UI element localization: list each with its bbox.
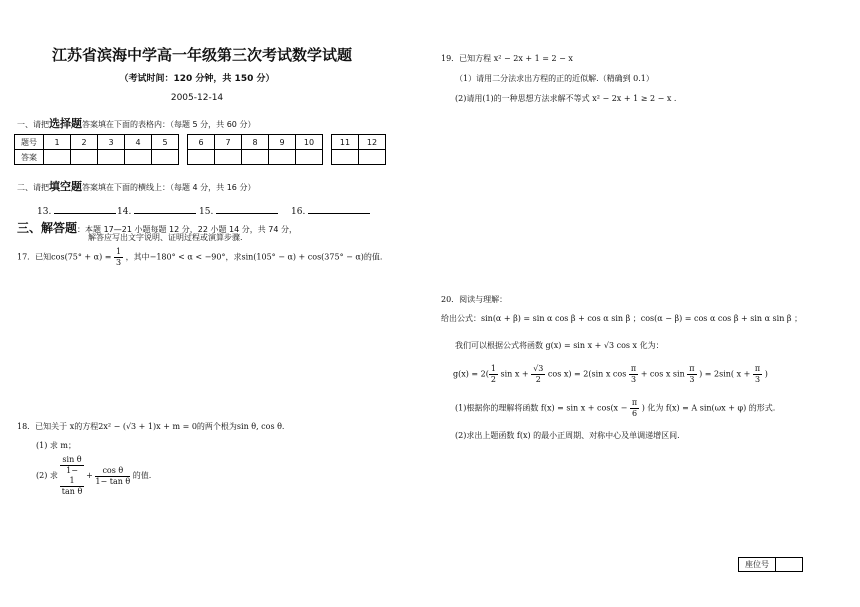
- derivation-text: ) = 2sin( x +: [699, 369, 751, 379]
- fraction: [489, 364, 498, 385]
- derivation-text: g(x) = 2(: [453, 369, 489, 379]
- denominator: 2: [535, 375, 541, 384]
- numerator: √3: [533, 364, 544, 373]
- answer-cell[interactable]: [71, 150, 98, 165]
- answer-cell[interactable]: [242, 150, 269, 165]
- table-cell: 3: [98, 135, 125, 150]
- q18-part2: [36, 455, 151, 497]
- blank-line[interactable]: [54, 205, 116, 214]
- row-label: 题号: [15, 135, 44, 150]
- answer-cell[interactable]: [188, 150, 215, 165]
- section2-suffix: 答案填在下面的横线上：（每题 4 分，共 16 分）: [82, 183, 256, 192]
- q20-derivation: [453, 364, 768, 385]
- question-19: 19．已知方程 x² − 2x + 1 = 2 − x: [441, 54, 573, 63]
- table-cell: 10: [296, 135, 323, 150]
- blank-line[interactable]: [308, 205, 370, 214]
- section3-note: 解答应写出文字说明、证明过程或演算步骤.: [88, 233, 243, 242]
- fraction: [630, 398, 639, 419]
- answer-cell[interactable]: [296, 150, 323, 165]
- fraction: [95, 466, 130, 487]
- answer-cell[interactable]: [215, 150, 242, 165]
- answer-cell[interactable]: [359, 150, 386, 165]
- q17-text-a: 17．已知cos(75° + α) =: [17, 252, 112, 262]
- fraction: [114, 247, 123, 268]
- section3-prefix: 三、: [17, 221, 42, 235]
- numerator: 1: [490, 364, 496, 373]
- q18-part1: (1) 求 m；: [36, 441, 77, 450]
- denominator: 6: [631, 409, 638, 418]
- section2-keyword: 填空题: [49, 180, 82, 193]
- table-cell: 8: [242, 135, 269, 150]
- table-cell: 9: [269, 135, 296, 150]
- section3-keyword: 解答题: [41, 221, 78, 235]
- part1-text: (1)根据你的理解将函数 f(x) = sin x + cos(x −: [455, 403, 628, 413]
- derivation-text: sin x +: [500, 369, 529, 379]
- exam-subtitle: （考试时间：120 分钟，共 150 分）: [119, 74, 275, 84]
- table-cell: 5: [152, 135, 179, 150]
- denominator: 2: [490, 375, 496, 384]
- blank-13[interactable]: [37, 205, 116, 217]
- table-cell: 1: [44, 135, 71, 150]
- table-cell: 12: [359, 135, 386, 150]
- seat-label: 座位号: [739, 558, 776, 571]
- blank-line[interactable]: [134, 205, 196, 214]
- table-row: [15, 150, 386, 165]
- blank-14[interactable]: [117, 205, 196, 217]
- section1-heading: [17, 115, 255, 131]
- answer-cell[interactable]: [44, 150, 71, 165]
- fraction: [60, 476, 83, 497]
- fraction: [687, 364, 696, 385]
- row-label: 答案: [15, 150, 44, 165]
- denominator: tan θ: [61, 487, 83, 496]
- part1-text: ) 化为 f(x) = A sin(ωx + φ) 的形式.: [641, 403, 776, 413]
- section2-heading: [17, 178, 255, 194]
- blank-label: 15.: [199, 207, 214, 217]
- answer-table: [14, 134, 386, 165]
- section1-suffix: 答案填在下面的表格内：（每题 5 分，共 60 分）: [82, 120, 256, 129]
- q18-text-b: 的值.: [132, 471, 152, 480]
- seat-number-box: [738, 557, 803, 572]
- q19-part1: （1）请用二分法求出方程的正的近似解.（精确到 0.1）: [455, 74, 654, 83]
- question-20: 20．阅读与理解：: [441, 295, 508, 304]
- derivation-text: + cos x sin: [640, 369, 685, 379]
- exam-date: 2005-12-14: [170, 93, 224, 103]
- q20-formulas: 给出公式：sin(α + β) = sin α cos β + cos α sin β ；cos(α − β) = cos α cos β + sin α sin β ；: [441, 314, 803, 323]
- section2-prefix: 二、请把: [17, 183, 49, 192]
- numerator: π: [631, 398, 638, 407]
- section1-prefix: 一、请把: [17, 120, 49, 129]
- question-18: 18．已知关于 x的方程2x² − (√3 + 1)x + m = 0的两个根为sin θ, cos θ.: [17, 422, 285, 431]
- answer-cell[interactable]: [332, 150, 359, 165]
- blank-label: 14.: [117, 207, 132, 217]
- blank-16[interactable]: [291, 205, 370, 217]
- blank-line[interactable]: [216, 205, 278, 214]
- table-cell: 6: [188, 135, 215, 150]
- plus-sign: +: [86, 471, 93, 480]
- table-gap: [179, 135, 188, 150]
- numerator: 1: [60, 476, 83, 487]
- fraction: [60, 455, 83, 497]
- table-gap: [179, 150, 188, 165]
- fraction: [753, 364, 762, 385]
- answer-cell[interactable]: [152, 150, 179, 165]
- derivation-text: cos x) = 2(sin x cos: [547, 369, 627, 379]
- blank-label: 16.: [291, 207, 306, 217]
- table-cell: 7: [215, 135, 242, 150]
- section1-keyword: 选择题: [49, 117, 82, 130]
- denominator: 3: [630, 375, 637, 384]
- section3-suffix: ：本题 17—21 小题每题 12 分，22 小题 14 分，共 74 分，: [77, 225, 297, 234]
- fraction: [531, 364, 545, 385]
- numerator: 1: [116, 247, 122, 256]
- numerator: cos θ: [95, 466, 130, 477]
- table-gap: [323, 135, 332, 150]
- denominator: 1− tan θ: [95, 476, 131, 486]
- numerator: π: [689, 364, 695, 373]
- denominator-text: 1−: [66, 466, 78, 475]
- table-cell: 4: [125, 135, 152, 150]
- q18-text-a: (2) 求: [36, 471, 58, 480]
- blank-label: 13.: [37, 207, 52, 217]
- numerator: π: [630, 364, 637, 373]
- denominator: 3: [116, 258, 122, 267]
- table-row: [15, 135, 386, 150]
- numerator: π: [754, 364, 761, 373]
- derivation-text: ): [764, 369, 768, 379]
- denominator: 3: [754, 375, 761, 384]
- q19-part2: (2)请用(1)的一种思想方法求解不等式 x² − 2x + 1 ≥ 2 − x .: [455, 94, 677, 103]
- table-gap: [323, 150, 332, 165]
- fraction: [629, 364, 638, 385]
- denominator: 3: [689, 375, 695, 384]
- q20-line2: 我们可以根据公式将函数 g(x) = sin x + √3 cos x 化为：: [455, 341, 664, 350]
- question-17: [17, 247, 382, 268]
- answer-cell[interactable]: [125, 150, 152, 165]
- q20-part2: (2)求出上题函数 f(x) 的最小正周期、对称中心及单调递增区间.: [455, 431, 680, 440]
- table-cell: 2: [71, 135, 98, 150]
- q20-part1: [455, 398, 775, 419]
- seat-number-field[interactable]: [776, 558, 802, 571]
- q17-text-b: ，其中−180° < α < −90°，求sin(105° − α) + cos(375° − α)的值.: [125, 252, 383, 262]
- denominator: [60, 466, 83, 497]
- answer-cell[interactable]: [269, 150, 296, 165]
- blank-15[interactable]: [199, 205, 278, 217]
- table-cell: 11: [332, 135, 359, 150]
- page-title: 江苏省滨海中学高一年级第三次考试数学试题: [52, 46, 353, 64]
- answer-cell[interactable]: [98, 150, 125, 165]
- numerator: sin θ: [62, 455, 82, 464]
